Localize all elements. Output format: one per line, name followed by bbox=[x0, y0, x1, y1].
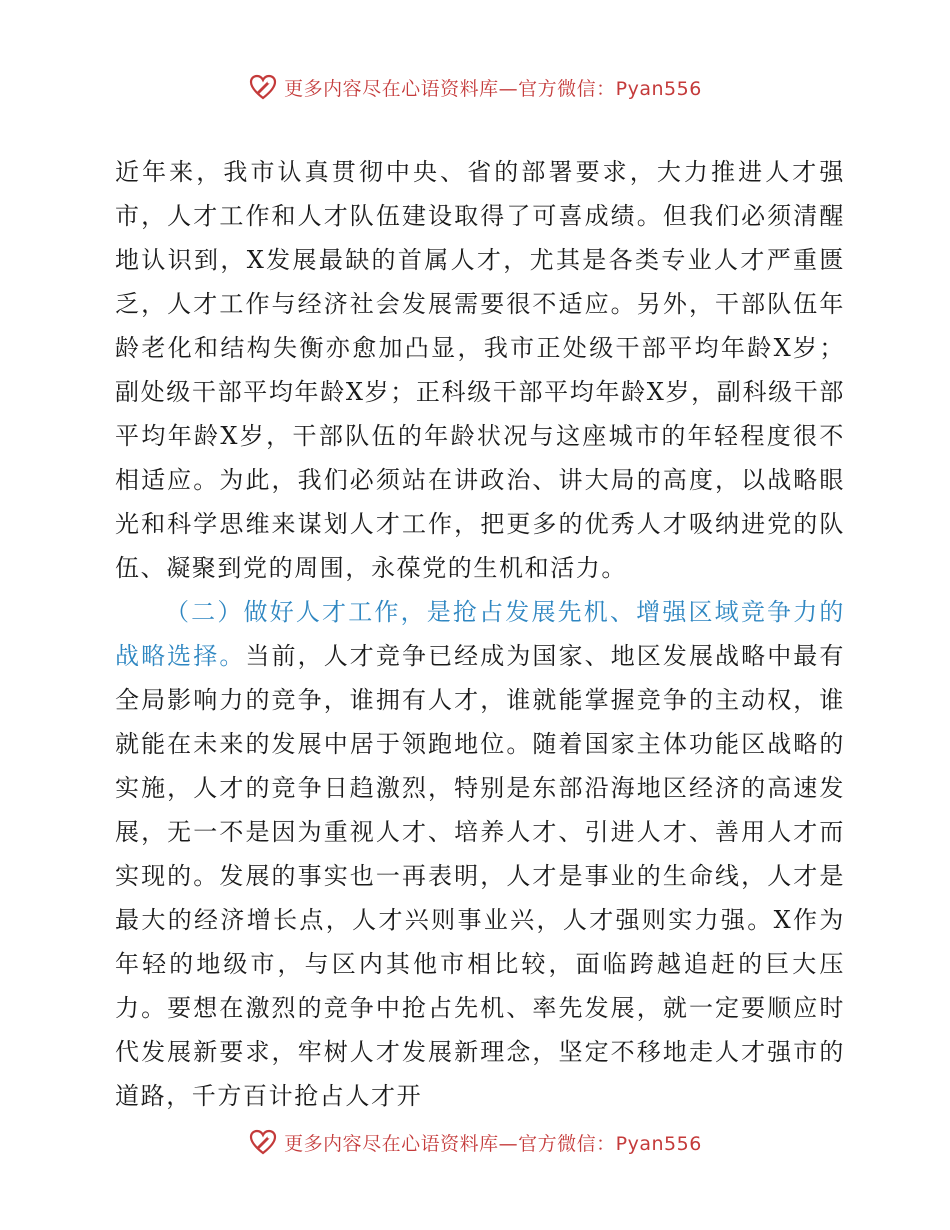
banner-text: 更多内容尽在心语资料库—官方微信：Pyan556 bbox=[284, 1132, 702, 1155]
banner-text: 更多内容尽在心语资料库—官方微信：Pyan556 bbox=[284, 77, 702, 100]
section-heading: （二）做好人才工作，是抢占发展先机、增强区域竞争力的战略选择。 bbox=[115, 598, 845, 670]
paragraph-2 bbox=[115, 590, 845, 1118]
heart-pen-logo-icon bbox=[248, 72, 278, 102]
heart-pen-logo-icon bbox=[248, 1127, 278, 1157]
footer-banner bbox=[0, 1127, 950, 1157]
paragraph-2-body: 当前，人才竞争已经成为国家、地区发展战略中最有全局影响力的竞争，谁拥有人才，谁就能掌握竞争的主动权，谁就能在未来的发展中居于领跑地位。随着国家主体功能区战略的实施，人才的竞争日趋激烈，特别是东部沿海地区经济的高速发展，无一不是因为重视人才、培养人才、引进人才、善用人才而实现的。发展的事实也一再表明，人才是事业的生命线，人才是最大的经济增长点，人才兴则事业兴，人才强则实力强。X作为年轻的地级市，与区内其他市相比较，面临跨越追赶的巨大压力。要想在激烈的竞争中抢占先机、率先发展，就一定要顺应时代发展新要求，牢树人才发展新理念，坚定不移地走人才强市的道路，千方百计抢占人才开 bbox=[115, 642, 845, 1110]
header-banner bbox=[0, 72, 950, 102]
paragraph-1: 近年来，我市认真贯彻中央、省的部署要求，大力推进人才强市，人才工作和人才队伍建设取得了可喜成绩。但我们必须清醒地认识到，X发展最缺的首属人才，尤其是各类专业人才严重匮乏，人才工作与经济社会发展需要很不适应。另外，干部队伍年龄老化和结构失衡亦愈加凸显，我市正处级干部平均年龄X岁；副处级干部平均年龄X岁；正科级干部平均年龄X岁，副科级干部平均年龄X岁，干部队伍的年龄状况与这座城市的年轻程度很不相适应。为此，我们必须站在讲政治、讲大局的高度，以战略眼光和科学思维来谋划人才工作，把更多的优秀人才吸纳进党的队伍、凝聚到党的周围，永葆党的生机和活力。 bbox=[115, 158, 845, 582]
document-body bbox=[115, 150, 845, 1118]
